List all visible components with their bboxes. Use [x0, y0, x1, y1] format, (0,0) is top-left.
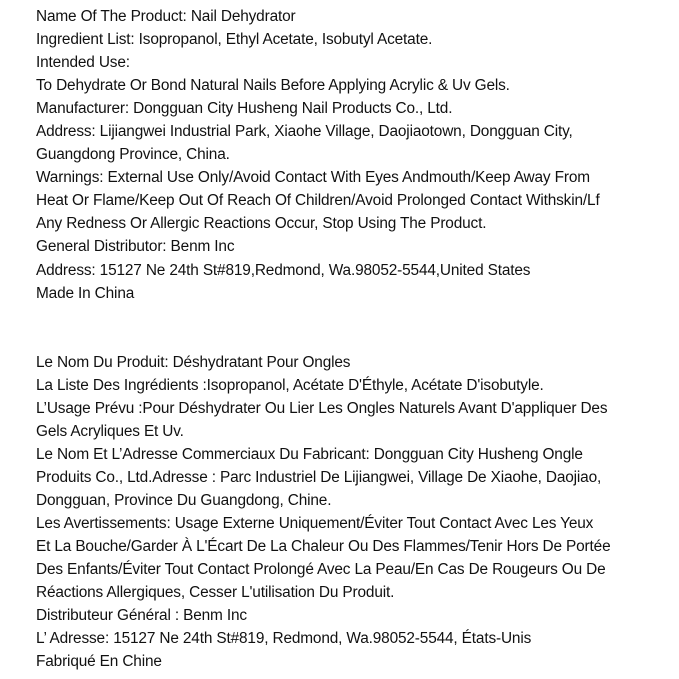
warnings-line-3-fr: Des Enfants/Éviter Tout Contact Prolongé Avec La Peau/En Cas De Rougeurs Ou De [36, 561, 606, 579]
manufacturer-address-line-1: Address: Lijiangwei Industrial Park, Xiaohe Village, Daojiaotown, Dongguan City, [36, 123, 573, 141]
manufacturer-address-line-2: Guangdong Province, China. [36, 146, 230, 164]
french-section [36, 351, 676, 674]
manufacturer-line-1-fr: Le Nom Et L’Adresse Commerciaux Du Fabricant: Dongguan City Husheng Ongle [36, 445, 583, 463]
warnings-line-4-fr: Réactions Allergiques, Cesser L'utilisation Du Produit. [36, 584, 395, 602]
warnings-line-2: Heat Or Flame/Keep Out Of Reach Of Children/Avoid Prolonged Contact Withskin/Lf [36, 192, 600, 210]
section-spacer [36, 305, 676, 351]
intended-use-line-1-fr: L’Usage Prévu :Pour Déshydrater Ou Lier Les Ongles Naturels Avant D'appliquer Des [36, 399, 608, 417]
intended-use-line-2-fr: Gels Acryliques Et Uv. [36, 422, 184, 440]
warnings-line-1: Warnings: External Use Only/Avoid Contact With Eyes Andmouth/Keep Away From [36, 169, 590, 187]
distributor-line: General Distributor: Benm Inc [36, 238, 235, 256]
manufacturer-line-2-fr: Produits Co., Ltd.Adresse : Parc Industriel De Lijiangwei, Village De Xiaohe, Daojiao, [36, 468, 602, 486]
product-name-line-fr: Le Nom Du Produit: Déshydratant Pour Ongles [36, 353, 351, 371]
ingredient-list-line: Ingredient List: Isopropanol, Ethyl Acetate, Isobutyl Acetate. [36, 31, 433, 49]
intended-use-text: To Dehydrate Or Bond Natural Nails Before Applying Acrylic & Uv Gels. [36, 77, 510, 95]
product-label-document [36, 5, 676, 673]
product-name-line: Name Of The Product: Nail Dehydrator [36, 8, 296, 25]
ingredient-list-line-fr: La Liste Des Ingrédients :Isopropanol, Acétate D'Éthyle, Acétate D'isobutyle. [36, 376, 544, 394]
intended-use-heading: Intended Use: [36, 54, 130, 72]
origin-line: Made In China [36, 284, 135, 302]
distributor-address-line: Address: 15127 Ne 24th St#819,Redmond, Wa.98052-5544,United States [36, 261, 531, 279]
warnings-line-3: Any Redness Or Allergic Reactions Occur, Stop Using The Product. [36, 215, 487, 233]
manufacturer-line: Manufacturer: Dongguan City Husheng Nail Products Co., Ltd. [36, 100, 453, 118]
distributor-address-line-fr: L’ Adresse: 15127 Ne 24th St#819, Redmond, Wa.98052-5544, États-Unis [36, 630, 532, 648]
warnings-line-2-fr: Et La Bouche/Garder À L'Écart De La Chaleur Ou Des Flammes/Tenir Hors De Portée [36, 537, 611, 555]
origin-line-fr: Fabriqué En Chine [36, 653, 162, 671]
warnings-line-1-fr: Les Avertissements: Usage Externe Uniquement/Éviter Tout Contact Avec Les Yeux [36, 514, 594, 532]
distributor-line-fr: Distributeur Général : Benm Inc [36, 607, 247, 625]
manufacturer-line-3-fr: Dongguan, Province Du Guangdong, Chine. [36, 491, 332, 509]
english-section [36, 5, 676, 305]
